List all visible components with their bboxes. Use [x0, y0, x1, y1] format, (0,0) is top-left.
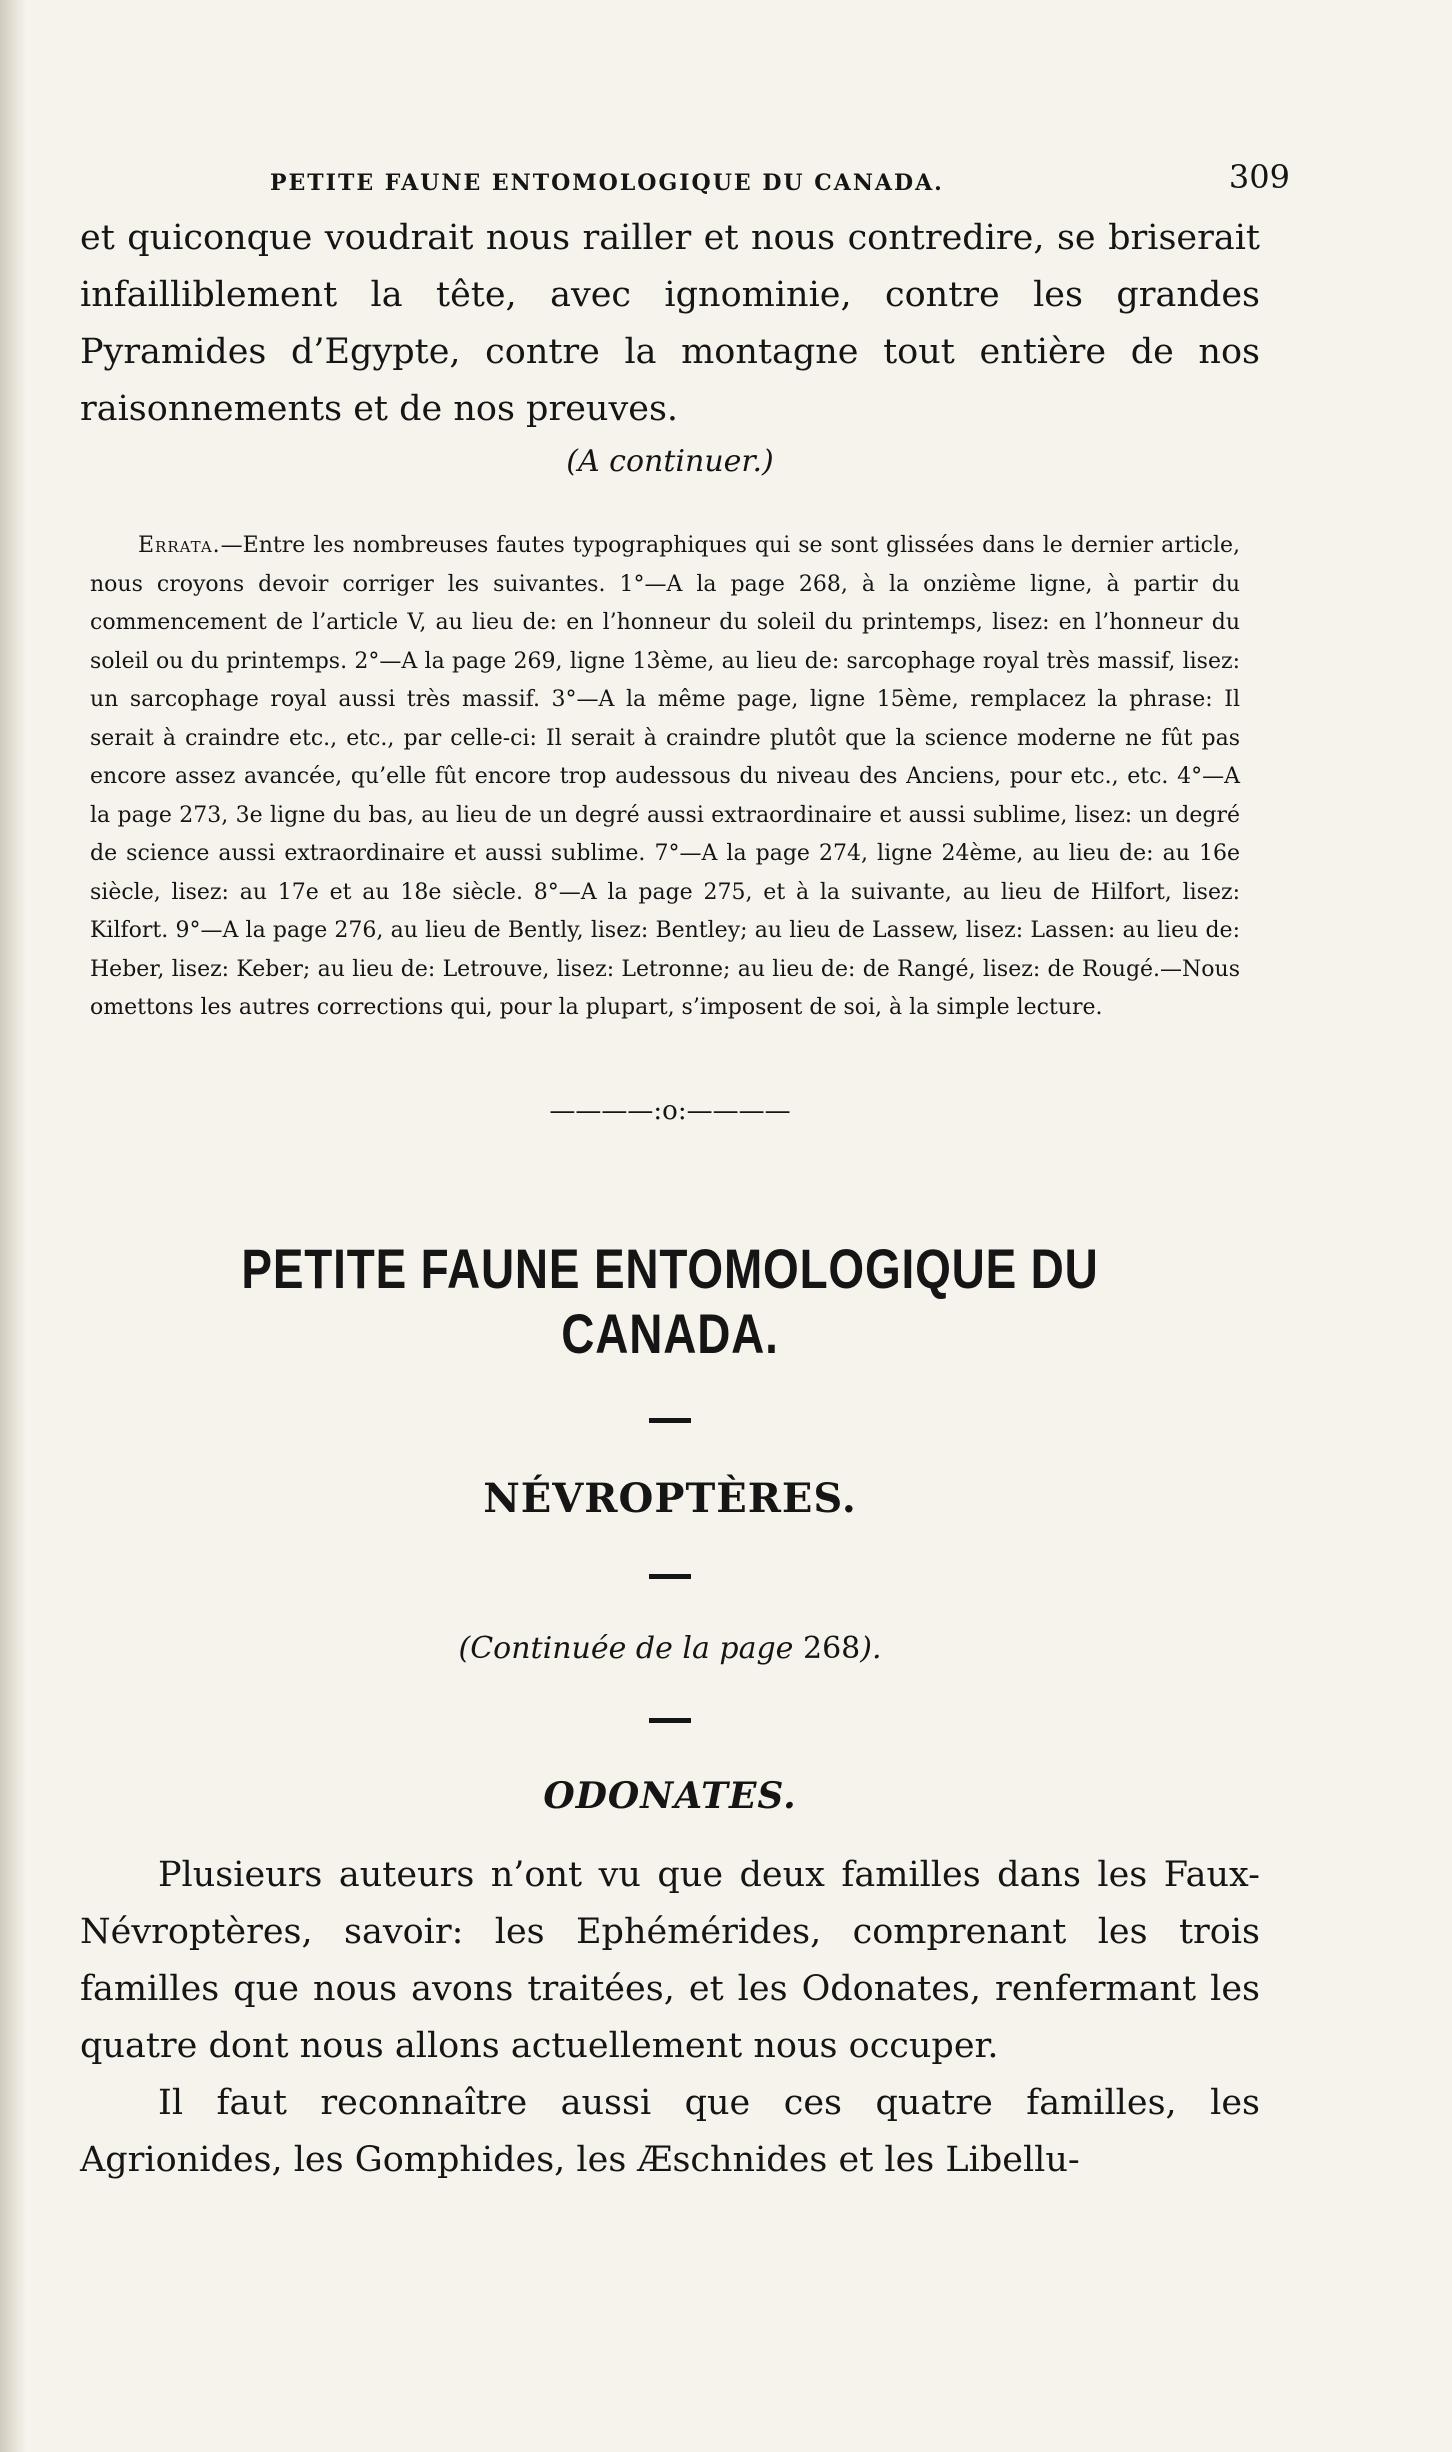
continue-note: (A continuer.) — [566, 444, 774, 479]
continued-prefix: (Continuée de la page — [458, 1630, 803, 1666]
page-edge — [0, 0, 26, 2452]
continued-note — [80, 1631, 1260, 1666]
running-head — [80, 150, 1290, 210]
order-dash — [649, 1574, 691, 1579]
continued-dash — [649, 1718, 691, 1723]
running-title: PETITE FAUNE ENTOMOLOGIQUE DU CANADA. — [270, 170, 944, 196]
book-page — [80, 150, 1290, 2189]
family-title: ODONATES. — [543, 1774, 797, 1817]
section-separator: ————:o:———— — [549, 1095, 791, 1126]
title-dash — [649, 1418, 691, 1423]
continued-suffix: ). — [860, 1630, 882, 1666]
order-title: NÉVROPTÈRES. — [483, 1474, 857, 1522]
page-number: 309 — [1228, 158, 1290, 196]
section-title: PETITE FAUNE ENTOMOLOGIQUE DU CANADA. — [241, 1236, 1099, 1365]
paragraph: Il faut reconnaître aussi que ces quatre familles, les Agrionides, les Gomphides, les Æschnides et les Libellu- — [80, 2082, 1260, 2180]
opening-paragraph: et quiconque voudrait nous railler et nous contredire, se briserait infailliblement la tête, avec ignominie, contre les grandes Pyramides d’Egypte, contre la montagne tout entière de nos raisonnements et de nos preuves. — [80, 218, 1260, 429]
paragraph: Plusieurs auteurs n’ont vu que deux familles dans les Faux-Névroptères, savoir: les Ephémérides, comprenant les trois familles que nous avons traitées, et les Odonates, renfermant les quatre dont nous allons actuellement nous occuper. — [80, 1854, 1260, 2066]
errata-label: Errata. — [138, 533, 221, 558]
continued-page: 268 — [802, 1630, 861, 1666]
errata-text: —Entre les nombreuses fautes typographiques qui se sont glissées dans le dernier article, nous croyons devoir corriger les suivantes. 1°—A la page 268, à la onzième ligne, à partir du commencement de l’article V, au lieu de: en l’honneur du soleil du printemps, lisez: en l’honneur du soleil ou du printemps. 2°—A la page 269, ligne 13ème, au lieu de: sarcophage royal très massif, lisez: un sarcophage royal aussi très massif. 3°—A la même page, ligne 15ème, remplacez la phrase: Il serait à craindre etc., etc., par celle-ci: Il serait à craindre plutôt que la science moderne ne fût pas encore assez avancée, qu’elle fût encore trop audessous du niveau des Anciens, pour etc., etc. 4°—A la page 273, 3e ligne du bas, au lieu de un degré aussi extraordinaire et aussi sublime, lisez: un degré de science aussi extraordinaire et aussi sublime. 7°—A la page 274, ligne 24ème, au lieu de: au 16e siècle, lisez: au 17e et au 18e siècle. 8°—A la page 275, et à la suivante, au lieu de Hilfort, lisez: Kilfort. 9°—A la page 276, au lieu de Bently, lisez: Bentley; au lieu de Lassew, lisez: Lassen: au lieu de: Heber, lisez: Keber; au lieu de: Letrouve, lisez: Letronne; au lieu de: de Rangé, lisez: de Rougé.—Nous omettons les autres corrections qui, pour la plupart, s’imposent de soi, à la simple lecture. — [90, 533, 1240, 1020]
errata-note — [90, 527, 1240, 1028]
